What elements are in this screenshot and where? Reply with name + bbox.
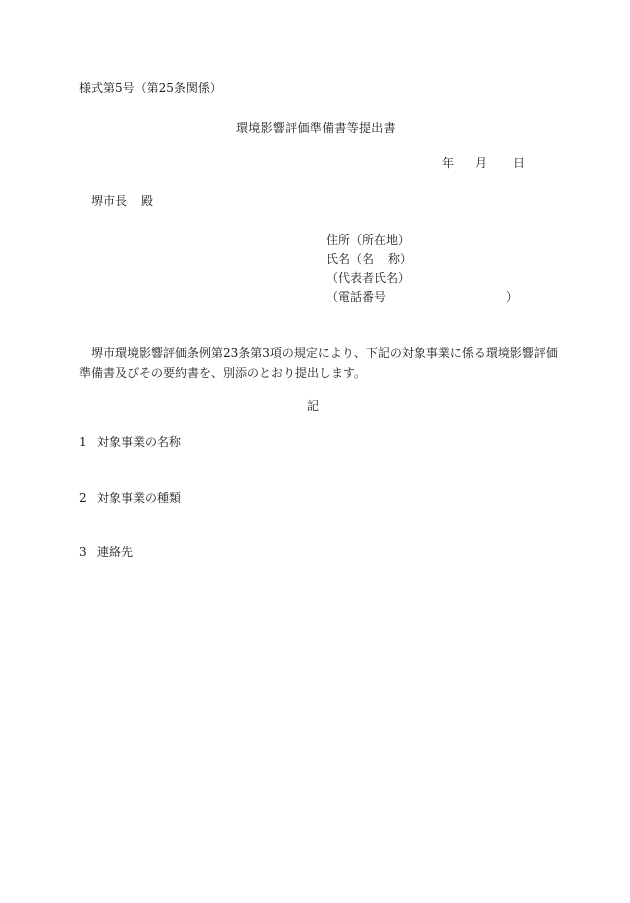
body-text: 堺市環境影響評価条例第23条第3項の規定により、下記の対象事業に係る環境影響評価準備書及びその要約書を、別添のとおり提出します。 [79, 346, 558, 380]
addressee-honorific: 殿 [141, 194, 154, 208]
applicant-block [326, 231, 519, 307]
item-number: 3 [79, 545, 87, 559]
representative-label: （代表者氏名） [326, 271, 411, 285]
list-item [79, 546, 133, 558]
item-label: 連絡先 [97, 545, 134, 559]
name-label-part2: 称） [388, 252, 413, 266]
ki-heading: 記 [307, 399, 320, 413]
day-label: 日 [513, 156, 526, 170]
phone-label [326, 288, 519, 307]
item-number: 2 [79, 491, 87, 505]
address-label: 住所（所在地） [326, 233, 411, 247]
date-row [442, 157, 525, 169]
month-label: 月 [475, 156, 488, 170]
item-number: 1 [79, 435, 87, 449]
phone-label-close: ） [506, 290, 519, 304]
addressee [91, 195, 153, 207]
list-item [79, 436, 181, 448]
name-label [326, 250, 516, 269]
list-item [79, 492, 181, 504]
addressee-name: 堺市長 [91, 194, 128, 208]
name-label-part1: 氏名（名 [326, 252, 375, 266]
body-paragraph [79, 343, 559, 383]
document-title: 環境影響評価準備書等提出書 [236, 121, 396, 135]
item-label: 対象事業の名称 [97, 435, 182, 449]
item-label: 対象事業の種類 [97, 491, 182, 505]
year-label: 年 [442, 156, 455, 170]
phone-label-open: （電話番号 [326, 290, 387, 304]
form-id: 様式第5号（第25条関係） [79, 81, 222, 95]
